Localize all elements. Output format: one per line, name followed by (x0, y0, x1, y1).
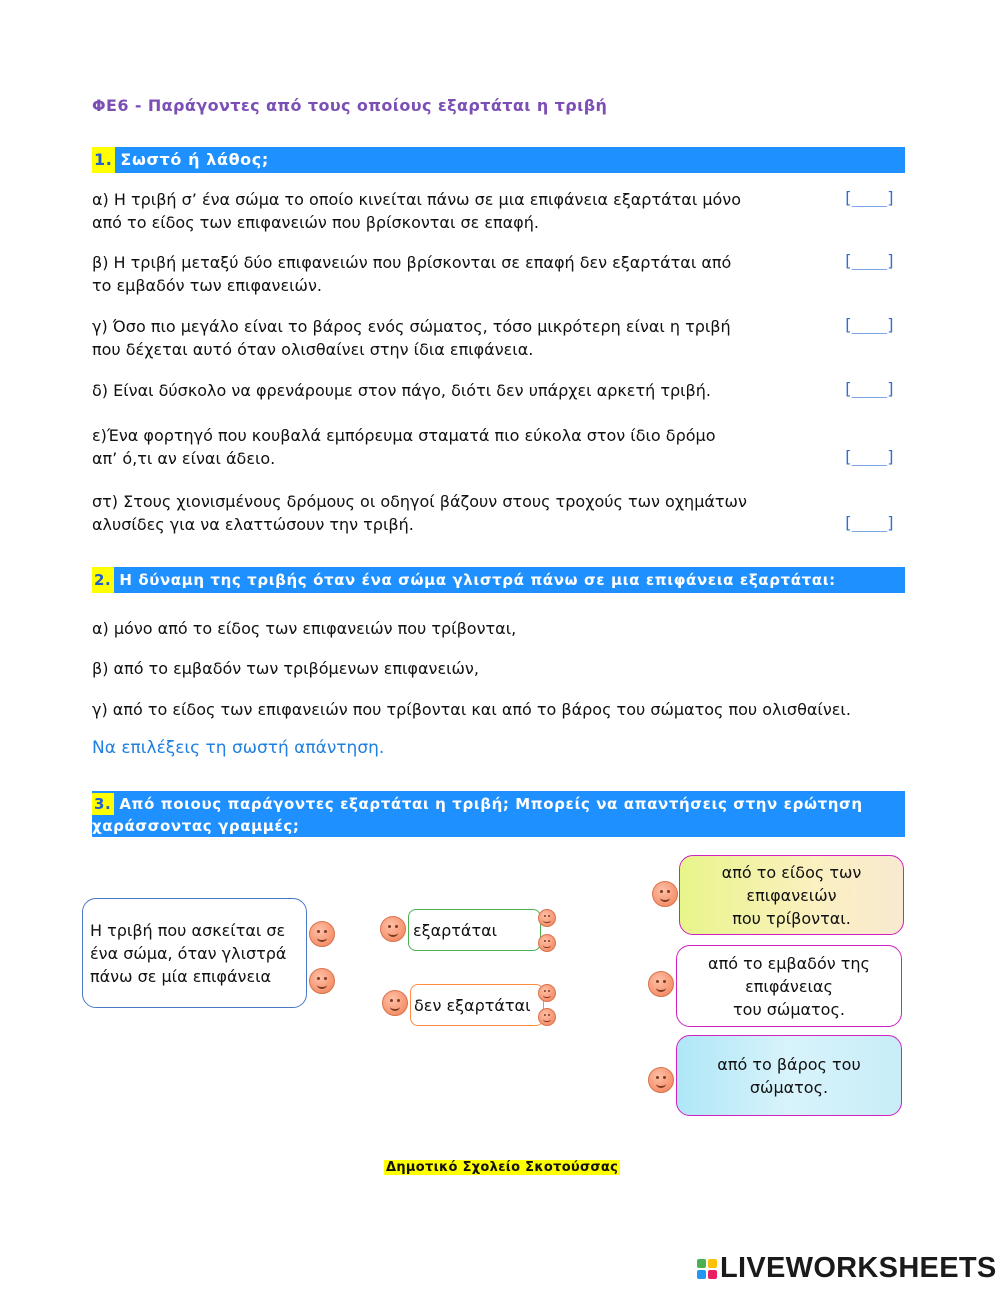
section3-number: 3. (92, 793, 114, 815)
section1-header (92, 147, 905, 173)
not-depends-box (410, 984, 544, 1026)
tf-question-d (92, 379, 711, 402)
section3-heading-line1: Από ποιους παράγοντες εξαρτάται η τριβή; Μπορείς να απαντήσεις στην ερώτηση (119, 795, 863, 813)
section3-header (92, 791, 905, 837)
weight-line2: σώματος. (749, 1077, 829, 1097)
weight-line1: από το βάρος του (717, 1054, 861, 1074)
tf-question-a-line2: από το είδος των επιφανειών που βρίσκονται σε επαφή. (92, 213, 539, 232)
friction-statement-box (82, 898, 307, 1008)
logo-square (697, 1270, 706, 1279)
connector-smiley-icon[interactable] (538, 934, 556, 952)
tf-question-f (92, 490, 747, 536)
tf-question-c-line2: που δέχεται αυτό όταν ολισθαίνει στην ίδια επιφάνεια. (92, 340, 534, 359)
surface-type-line2: επιφανειών (746, 885, 837, 905)
tf-question-b (92, 251, 731, 297)
section2-header (92, 567, 905, 593)
logo-text: LIVEWORKSHEETS (720, 1252, 997, 1284)
not-depends-label: δεν εξαρτάται (414, 995, 531, 1015)
mc-option-c[interactable]: γ) από το είδος των επιφανειών που τρίβονται και από το βάρος του σώματος που ολισθαίνει. (92, 700, 851, 719)
section2-heading: Η δύναμη της τριβής όταν ένα σώμα γλιστρά πάνω σε μια επιφάνεια εξαρτάται: (119, 571, 836, 589)
friction-statement-line3: πάνω σε μία επιφάνεια (90, 966, 272, 986)
tf-question-a (92, 188, 741, 234)
connector-smiley-icon[interactable] (309, 968, 335, 994)
friction-statement-line1: Η τριβή που ασκείται σε (90, 920, 286, 940)
instruction-text: Να επιλέξεις τη σωστή απάντηση. (92, 738, 385, 758)
connector-smiley-icon[interactable] (648, 971, 674, 997)
connector-smiley-icon[interactable] (652, 881, 678, 907)
section1-heading: Σωστό ή λάθος; (120, 150, 269, 169)
weight-box (676, 1035, 902, 1116)
tf-question-b-line1: β) Η τριβή μεταξύ δύο επιφανειών που βρίσκονται σε επαφή δεν εξαρτάται από (92, 253, 732, 272)
tf-answer-blank-c[interactable]: [____] (843, 315, 895, 334)
mc-option-b[interactable]: β) από το εμβαδόν των τριβόμενων επιφανειών, (92, 659, 479, 678)
tf-answer-blank-e[interactable]: [____] (843, 447, 895, 466)
tf-question-d-line1: δ) Είναι δύσκολο να φρενάρουμε στον πάγο, διότι δεν υπάρχει αρκετή τριβή. (92, 381, 711, 400)
tf-answer-blank-d[interactable]: [____] (843, 379, 895, 398)
logo-squares-icon (697, 1259, 717, 1279)
tf-answer-blank-a[interactable]: [____] (843, 188, 895, 207)
connector-smiley-icon[interactable] (538, 1008, 556, 1026)
liveworksheets-logo[interactable] (697, 1252, 997, 1285)
tf-question-e-line2: απ’ ό,τι αν είναι άδειο. (92, 449, 276, 468)
tf-question-c (92, 315, 731, 361)
connector-smiley-icon[interactable] (380, 916, 406, 942)
logo-square (708, 1270, 717, 1279)
tf-answer-blank-b[interactable]: [____] (843, 251, 895, 270)
logo-square (697, 1259, 706, 1268)
tf-question-f-line1: στ) Στους χιονισμένους δρόμους οι οδηγοί βάζουν στους τροχούς των οχημάτων (92, 492, 747, 511)
surface-type-line1: από το είδος των (721, 862, 862, 882)
surface-area-line1: από το εμβαδόν της (708, 953, 870, 973)
tf-answer-blank-f[interactable]: [____] (843, 513, 895, 532)
surface-type-line3: που τρίβονται. (732, 908, 851, 928)
tf-question-a-line1: α) Η τριβή σ’ ένα σώμα το οποίο κινείται πάνω σε μια επιφάνεια εξαρτάται μόνο (92, 190, 742, 209)
connector-smiley-icon[interactable] (648, 1067, 674, 1093)
section3-heading-line2: χαράσσοντας γραμμές; (92, 817, 300, 835)
mc-option-a[interactable]: α) μόνο από το είδος των επιφανειών που τρίβονται, (92, 619, 517, 638)
page-title: ΦΕ6 - Παράγοντες από τους οποίους εξαρτάται η τριβή (92, 96, 608, 115)
surface-area-line2: επιφάνειας (745, 976, 833, 996)
connector-smiley-icon[interactable] (538, 984, 556, 1002)
surface-area-line3: του σώματος. (733, 999, 845, 1019)
friction-statement-line2: ένα σώμα, όταν γλιστρά (90, 943, 287, 963)
tf-question-e-line1: ε)Ένα φορτηγό που κουβαλά εμπόρευμα σταματά πιο εύκολα στον ίδιο δρόμο (92, 426, 716, 445)
section2-number: 2. (92, 567, 114, 593)
surface-type-box (679, 855, 904, 935)
tf-question-e (92, 424, 715, 470)
connector-smiley-icon[interactable] (538, 909, 556, 927)
depends-box (408, 909, 541, 951)
tf-question-c-line1: γ) Όσο πιο μεγάλο είναι το βάρος ενός σώματος, τόσο μικρότερη είναι η τριβή (92, 317, 731, 336)
connector-smiley-icon[interactable] (309, 921, 335, 947)
logo-square (708, 1259, 717, 1268)
tf-question-f-line2: αλυσίδες για να ελαττώσουν την τριβή. (92, 515, 414, 534)
school-name: Δημοτικό Σχολείο Σκοτούσσας (386, 1160, 619, 1175)
section1-number: 1. (92, 147, 115, 173)
connector-smiley-icon[interactable] (382, 990, 408, 1016)
tf-question-b-line2: το εμβαδόν των επιφανειών. (92, 276, 322, 295)
surface-area-box (676, 945, 902, 1027)
depends-label: εξαρτάται (413, 920, 498, 940)
